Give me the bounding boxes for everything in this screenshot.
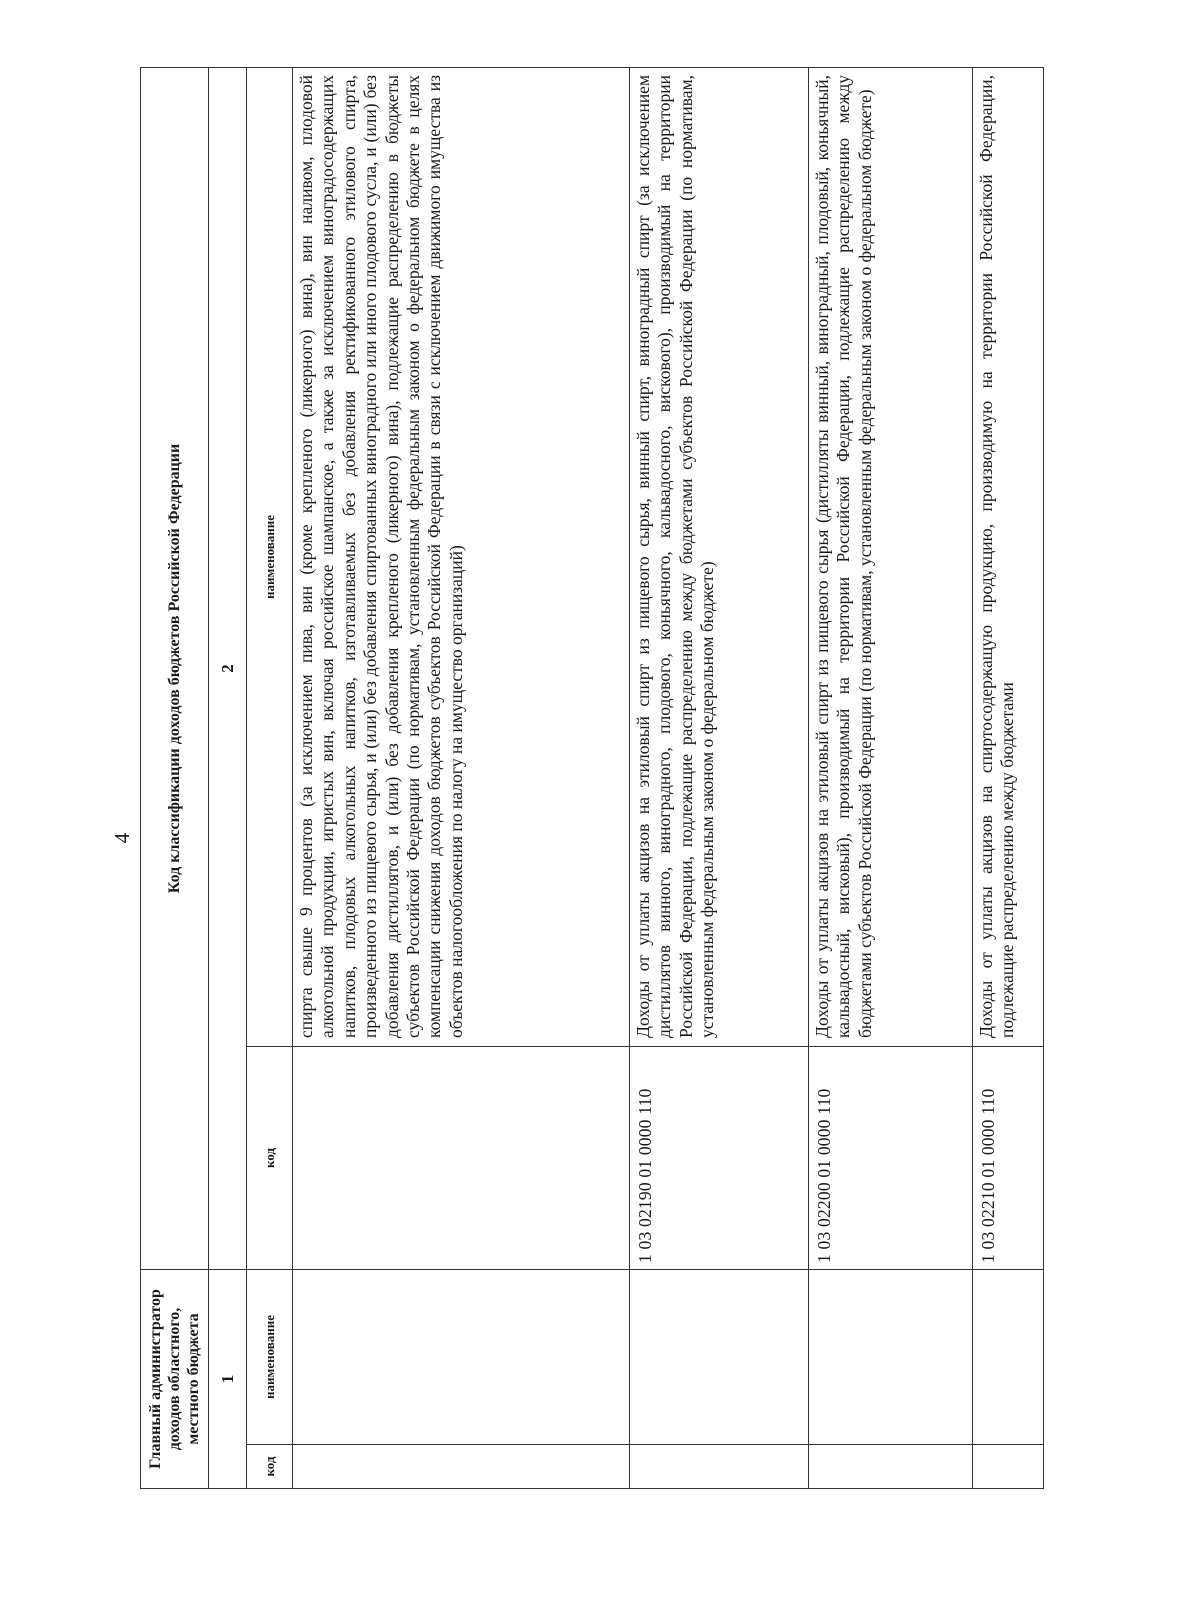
table-row — [973, 67, 1044, 1488]
classification-name-cell: Доходы от уплаты акцизов на спиртосодержащую продукцию, производимую на территории Российской Федерации, подлежащие распределению между бюджетами — [973, 67, 1044, 1046]
column-number-2: 2 — [209, 67, 247, 1269]
class-code-header: код — [247, 1046, 293, 1269]
admin-code-cell — [293, 1445, 630, 1489]
classification-code-cell — [293, 1046, 630, 1269]
admin-code-cell — [809, 1445, 973, 1489]
table-row — [630, 67, 809, 1488]
classification-name-cell: Доходы от уплаты акцизов на этиловый спирт из пищевого сырья, винный спирт, виноградный спирт (за исключением дистиллятов винного, виноградного, плодового, коньячного, кальвадосного, вискового), производимый на территории Российской Федерации, подлежащие распределению между бюджетами субъектов Российской Федерации (по нормативам, установленным федеральным законом о федеральном бюджете) — [630, 67, 809, 1046]
admin-code-cell — [630, 1445, 809, 1489]
classification-name-cell: Доходы от уплаты акцизов на этиловый спирт из пищевого сырья (дистилляты винный, виноградный, плодовый, коньячный, кальвадосный, висковый), производимый на территории Российской Федерации, подлежащие распределению между бюджетами субъектов Российской Федерации (по нормативам, установленным федеральным законом о федеральном бюджете) — [809, 67, 973, 1046]
classification-code-cell: 1 03 02210 01 0000 110 — [973, 1046, 1044, 1269]
page-number: 4 — [110, 832, 134, 844]
admin-name-cell — [630, 1269, 809, 1444]
classification-name-cell: спирта свыше 9 процентов (за исключением пива, вин (кроме крепленого (ликерного) вина), вин наливом, плодовой алкогольной продукции, игристых вин, включая российское шампанское, а также за исключением виноградосодержащих напитков, плодовых алкогольных напитков, изготавливаемых без добавления ректификованного этилового спирта, произведенного из пищевого сырья, и (или) без добавления спиртованных виноградного или иного плодового сусла, и (или) без добавления дистиллятов, и (или) без добавления крепленого (ликерного) вина), подлежащие распределению в бюджеты субъектов Российской Федерации (по нормативам, установленным федеральным законом о федеральном бюджете в целях компенсации снижения доходов бюджетов субъектов Российской Федерации в связи с исключением движимого имущества из объектов налогообложения по налогу на имущество организаций) — [293, 67, 630, 1046]
subheader-row — [247, 67, 293, 1488]
admin-code-header: код — [247, 1445, 293, 1489]
classification-code-cell: 1 03 02190 01 0000 110 — [630, 1046, 809, 1269]
table-row — [809, 67, 973, 1488]
table-row — [293, 67, 630, 1488]
table-header-row — [141, 67, 209, 1488]
classification-header: Код классификации доходов бюджетов Российской Федерации — [141, 67, 209, 1269]
admin-name-cell — [293, 1269, 630, 1444]
class-name-header: наименование — [247, 67, 293, 1046]
admin-header: Главный администратор доходов областного, местного бюджета — [141, 1269, 209, 1488]
column-number-1: 1 — [209, 1269, 247, 1488]
column-number-row — [209, 67, 247, 1488]
admin-code-cell — [973, 1445, 1044, 1489]
classification-code-cell: 1 03 02200 01 0000 110 — [809, 1046, 973, 1269]
admin-name-header: наименование — [247, 1269, 293, 1444]
admin-name-cell — [973, 1269, 1044, 1444]
revenue-classification-table — [140, 67, 1044, 1489]
admin-name-cell — [809, 1269, 973, 1444]
rotated-page — [140, 68, 1043, 1489]
